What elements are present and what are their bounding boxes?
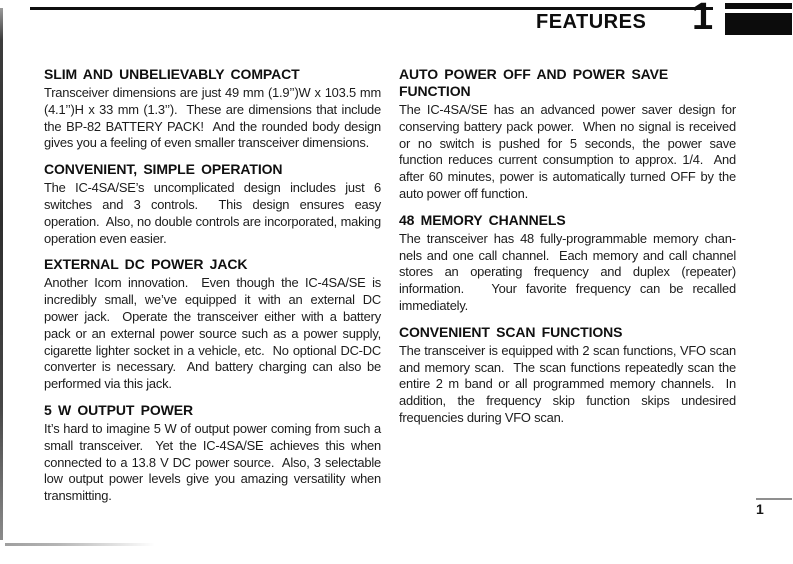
- section-body: The transceiver is equipped with 2 scan functions, VFO scan and memory scan. The scan functions repeatedly scan the entire 2 m band or all programmed memory channels. In addition, the frequency skip function skips undesired frequencies during VFO scan.: [399, 342, 740, 425]
- section-heading: CONVENIENT, SIMPLE OPERATION: [44, 161, 283, 178]
- feature-section-output-power: [44, 401, 385, 505]
- footer-rule: [756, 498, 792, 500]
- section-heading: AUTO POWER OFF AND POWER SAVE FUNCTION: [399, 66, 669, 99]
- feature-section-simple-operation: [44, 161, 385, 247]
- section-heading: SLIM AND UNBELIEVABLY COMPACT: [44, 66, 300, 82]
- page-number: 1: [756, 501, 764, 517]
- feature-section-auto-power-off: [399, 66, 740, 203]
- chapter-tab-block: [725, 13, 792, 35]
- section-body: The IC-4SA/SE has an advanced power saver design for conserving battery pack power. When no signal is received or no switch is pushed for 5 seconds, the power save function reduces current consumption to approx. 1/4. And after 60 minutes, power is automatically turned OFF by the auto power off function.: [399, 102, 740, 201]
- chapter-number: 1: [692, 0, 714, 38]
- section-body: The IC-4SA/SE’s uncomplicated design includes just 6 switches and 3 controls. This design ensures easy operation. Also, no double controls are incorporated, making operation even easier.: [44, 180, 385, 246]
- feature-section-slim-compact: [44, 66, 385, 152]
- section-body: Transceiver dimensions are just 49 mm (1.9’’)W x 103.5 mm (4.1’’)H x 33 mm (1.3’’). These are dimensions that include the BP-82 BATTERY PACK! And the rounded body design gives you a feeling of even smaller transceiver dimensions.: [44, 85, 385, 151]
- section-heading: EXTERNAL DC POWER JACK: [44, 256, 248, 273]
- scan-edge-artifact: [0, 8, 3, 540]
- right-column: [399, 66, 740, 436]
- feature-section-scan-functions: [399, 323, 740, 427]
- section-body: Another Icom innovation. Even though the IC-4SA/SE is incredibly small, we’ve equipped it with an external DC power jack. Operate the transceiver either with a battery pack or an external power source such as a power supply, cigarette lighter socket in a vehicle, etc. No optional DC-DC converter is necessary. And battery charging can also be performed via this jack.: [44, 275, 385, 392]
- left-column: [44, 66, 385, 514]
- section-heading: CONVENIENT SCAN FUNCTIONS: [399, 323, 623, 340]
- section-body: The transceiver has 48 fully-programmable memory channels and one call channel. Each memory and call channel stores an operating frequency and duplex (repeater) information. Your favorite frequency can be recalled immediately.: [399, 230, 740, 313]
- feature-section-dc-power-jack: [44, 256, 385, 393]
- chapter-tab-marker: [725, 3, 792, 35]
- scan-smudge-artifact: [5, 543, 155, 546]
- feature-section-memory-channels: [399, 211, 740, 315]
- section-heading: 5 W OUTPUT POWER: [44, 401, 194, 418]
- page-title: FEATURES: [536, 11, 647, 33]
- section-body: It’s hard to imagine 5 W of output power coming from such a small transceiver. Yet the IC-4SA/SE achieves this when connected to a 13.8 V DC power source. Also, 3 selectable low output power levels give you amazing versatility when transmitting.: [44, 420, 385, 504]
- section-heading: 48 MEMORY CHANNELS: [399, 211, 566, 228]
- header-rule: [30, 7, 713, 10]
